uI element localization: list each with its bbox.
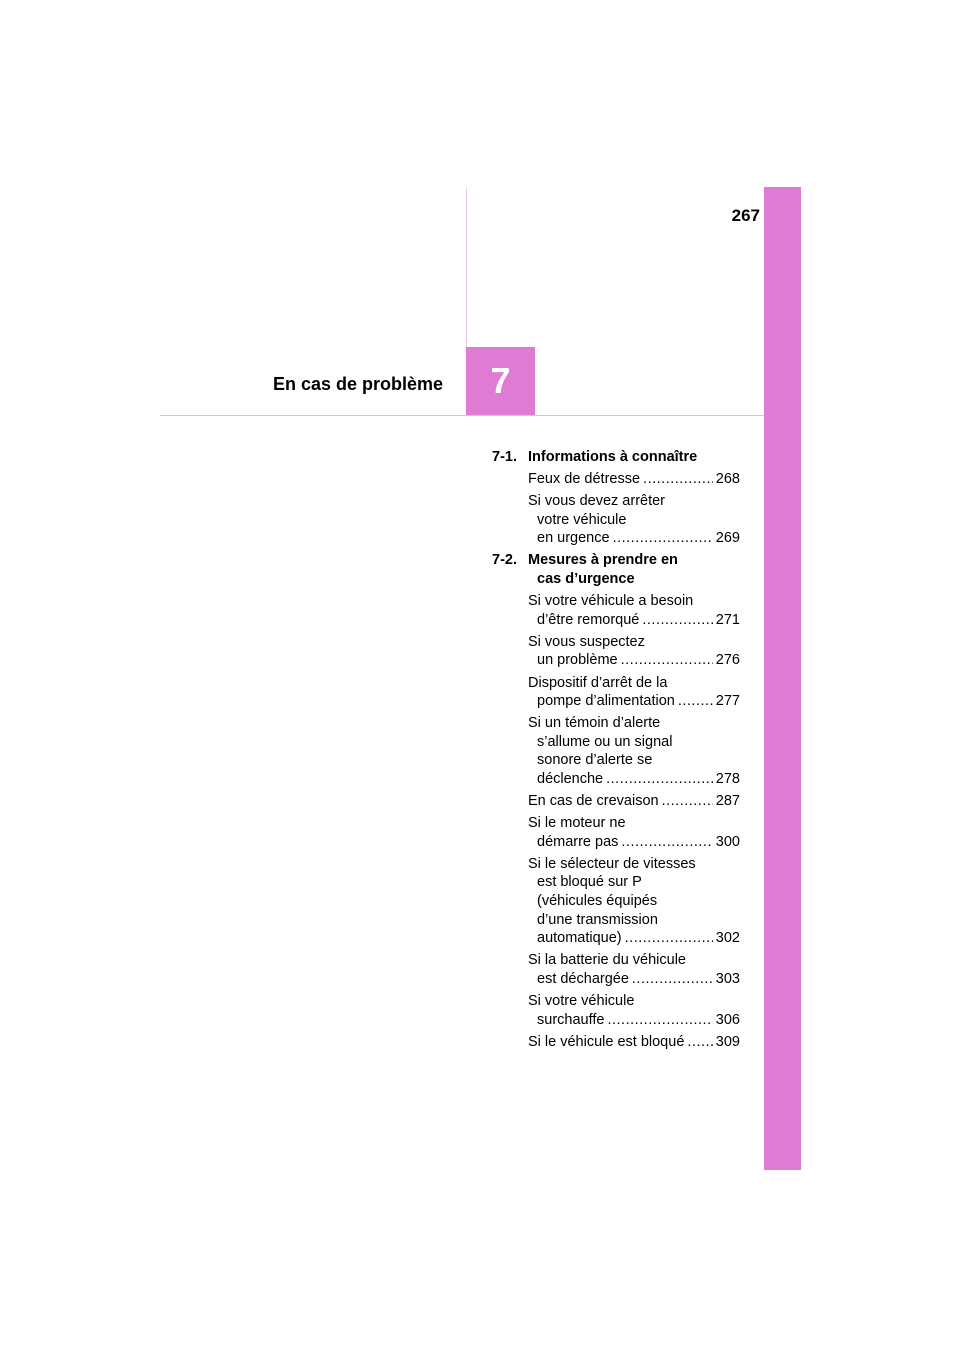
toc-section-title: cas d’urgence	[537, 571, 635, 588]
toc-entry-text: d’une transmission	[537, 911, 658, 928]
toc-entry[interactable]	[482, 814, 740, 851]
page-number: 267	[731, 206, 760, 225]
toc-page-number: 309	[715, 1033, 740, 1050]
toc-entry-text: déclenche	[537, 771, 604, 787]
toc-entry-text: Si la batterie du véhicule	[528, 952, 686, 969]
toc-page-number: 278	[715, 771, 740, 787]
toc-section-number: 7-2.	[492, 552, 517, 569]
toc-entry-text: est déchargée	[537, 970, 629, 987]
toc-entry-text: Si vous suspectez	[528, 633, 645, 650]
toc-entry-text: Si votre véhicule a besoin	[528, 593, 694, 610]
toc-section-number: 7-1.	[492, 449, 517, 465]
toc-entry-text: en urgence	[537, 530, 610, 547]
toc-page-number: 271	[715, 611, 740, 628]
toc-dot-leader	[618, 651, 713, 670]
toc-page-number: 276	[715, 652, 740, 669]
toc-dot-leader	[622, 929, 713, 948]
toc-dot-leader	[603, 770, 713, 789]
toc-page-number: 303	[715, 970, 740, 987]
header-horizontal-rule	[160, 415, 764, 416]
toc-entry-text: démarre pas	[537, 833, 619, 850]
toc-entry-text: s’allume ou un signal	[537, 733, 673, 750]
toc-dot-leader	[610, 529, 713, 548]
toc-section-heading[interactable]	[482, 448, 740, 467]
toc-entry-text: Si le sélecteur de vitesses	[528, 855, 696, 872]
toc-entry[interactable]	[482, 992, 740, 1029]
toc-dot-leader	[640, 470, 713, 489]
toc-dot-leader	[639, 611, 712, 630]
toc-dot-leader	[675, 692, 713, 711]
toc-entry-text: automatique)	[537, 930, 622, 947]
toc-dot-leader	[618, 833, 712, 852]
toc-entry-text: (véhicules équipés	[537, 893, 658, 910]
toc-entry[interactable]	[482, 792, 740, 811]
toc-entry[interactable]	[482, 714, 740, 788]
toc-dot-leader	[684, 1033, 712, 1052]
toc-entry-text: Feux de détresse	[528, 471, 641, 488]
toc-page-number: 269	[715, 530, 740, 547]
chapter-title: En cas de problème	[272, 374, 443, 394]
toc-entry-text: Si le véhicule est bloqué	[528, 1033, 685, 1050]
chapter-number: 7	[490, 360, 511, 401]
toc-entry-text: En cas de crevaison	[528, 793, 659, 810]
toc-section-title: Mesures à prendre en	[528, 552, 678, 569]
toc-dot-leader	[629, 970, 713, 989]
toc-entry[interactable]	[482, 674, 740, 711]
toc-entry-text: pompe d’alimentation	[537, 693, 675, 710]
toc-entry-text: d’être remorqué	[537, 611, 640, 628]
header-vertical-rule	[466, 187, 467, 347]
toc-entry-text: est bloqué sur P	[537, 874, 642, 891]
toc-dot-leader	[604, 1011, 712, 1030]
chapter-side-tab	[764, 187, 801, 1170]
toc-dot-leader	[659, 792, 713, 811]
table-of-contents	[482, 448, 740, 1055]
toc-section-heading[interactable]	[482, 551, 740, 588]
toc-entry-text: Dispositif d’arrêt de la	[528, 674, 668, 691]
toc-entry-text: sonore d’alerte se	[537, 752, 653, 769]
toc-entry[interactable]	[482, 633, 740, 670]
toc-entry-text: Si vous devez arrêter	[528, 493, 666, 510]
toc-page-number: 287	[715, 793, 740, 810]
toc-entry-text: Si un témoin d’alerte	[528, 715, 661, 732]
toc-entry[interactable]	[482, 470, 740, 489]
toc-entry[interactable]	[482, 492, 740, 548]
toc-entry[interactable]	[482, 951, 740, 988]
toc-entry-text: un problème	[537, 652, 618, 669]
toc-entry[interactable]	[482, 855, 740, 948]
toc-page-number: 306	[715, 1011, 740, 1028]
toc-entry-text: Si le moteur ne	[528, 815, 626, 832]
toc-page-number: 300	[715, 833, 740, 850]
toc-entry[interactable]	[482, 1033, 740, 1052]
toc-page-number: 302	[715, 930, 740, 947]
toc-entry-text: Si votre véhicule	[528, 993, 635, 1010]
toc-entry[interactable]	[482, 592, 740, 629]
chapter-number-box	[466, 347, 535, 415]
toc-page-number: 277	[715, 693, 740, 710]
toc-section-title: Informations à connaître	[528, 449, 698, 465]
toc-entry-text: votre véhicule	[537, 511, 627, 528]
toc-page-number: 268	[715, 471, 740, 488]
toc-entry-text: surchauffe	[537, 1011, 605, 1028]
